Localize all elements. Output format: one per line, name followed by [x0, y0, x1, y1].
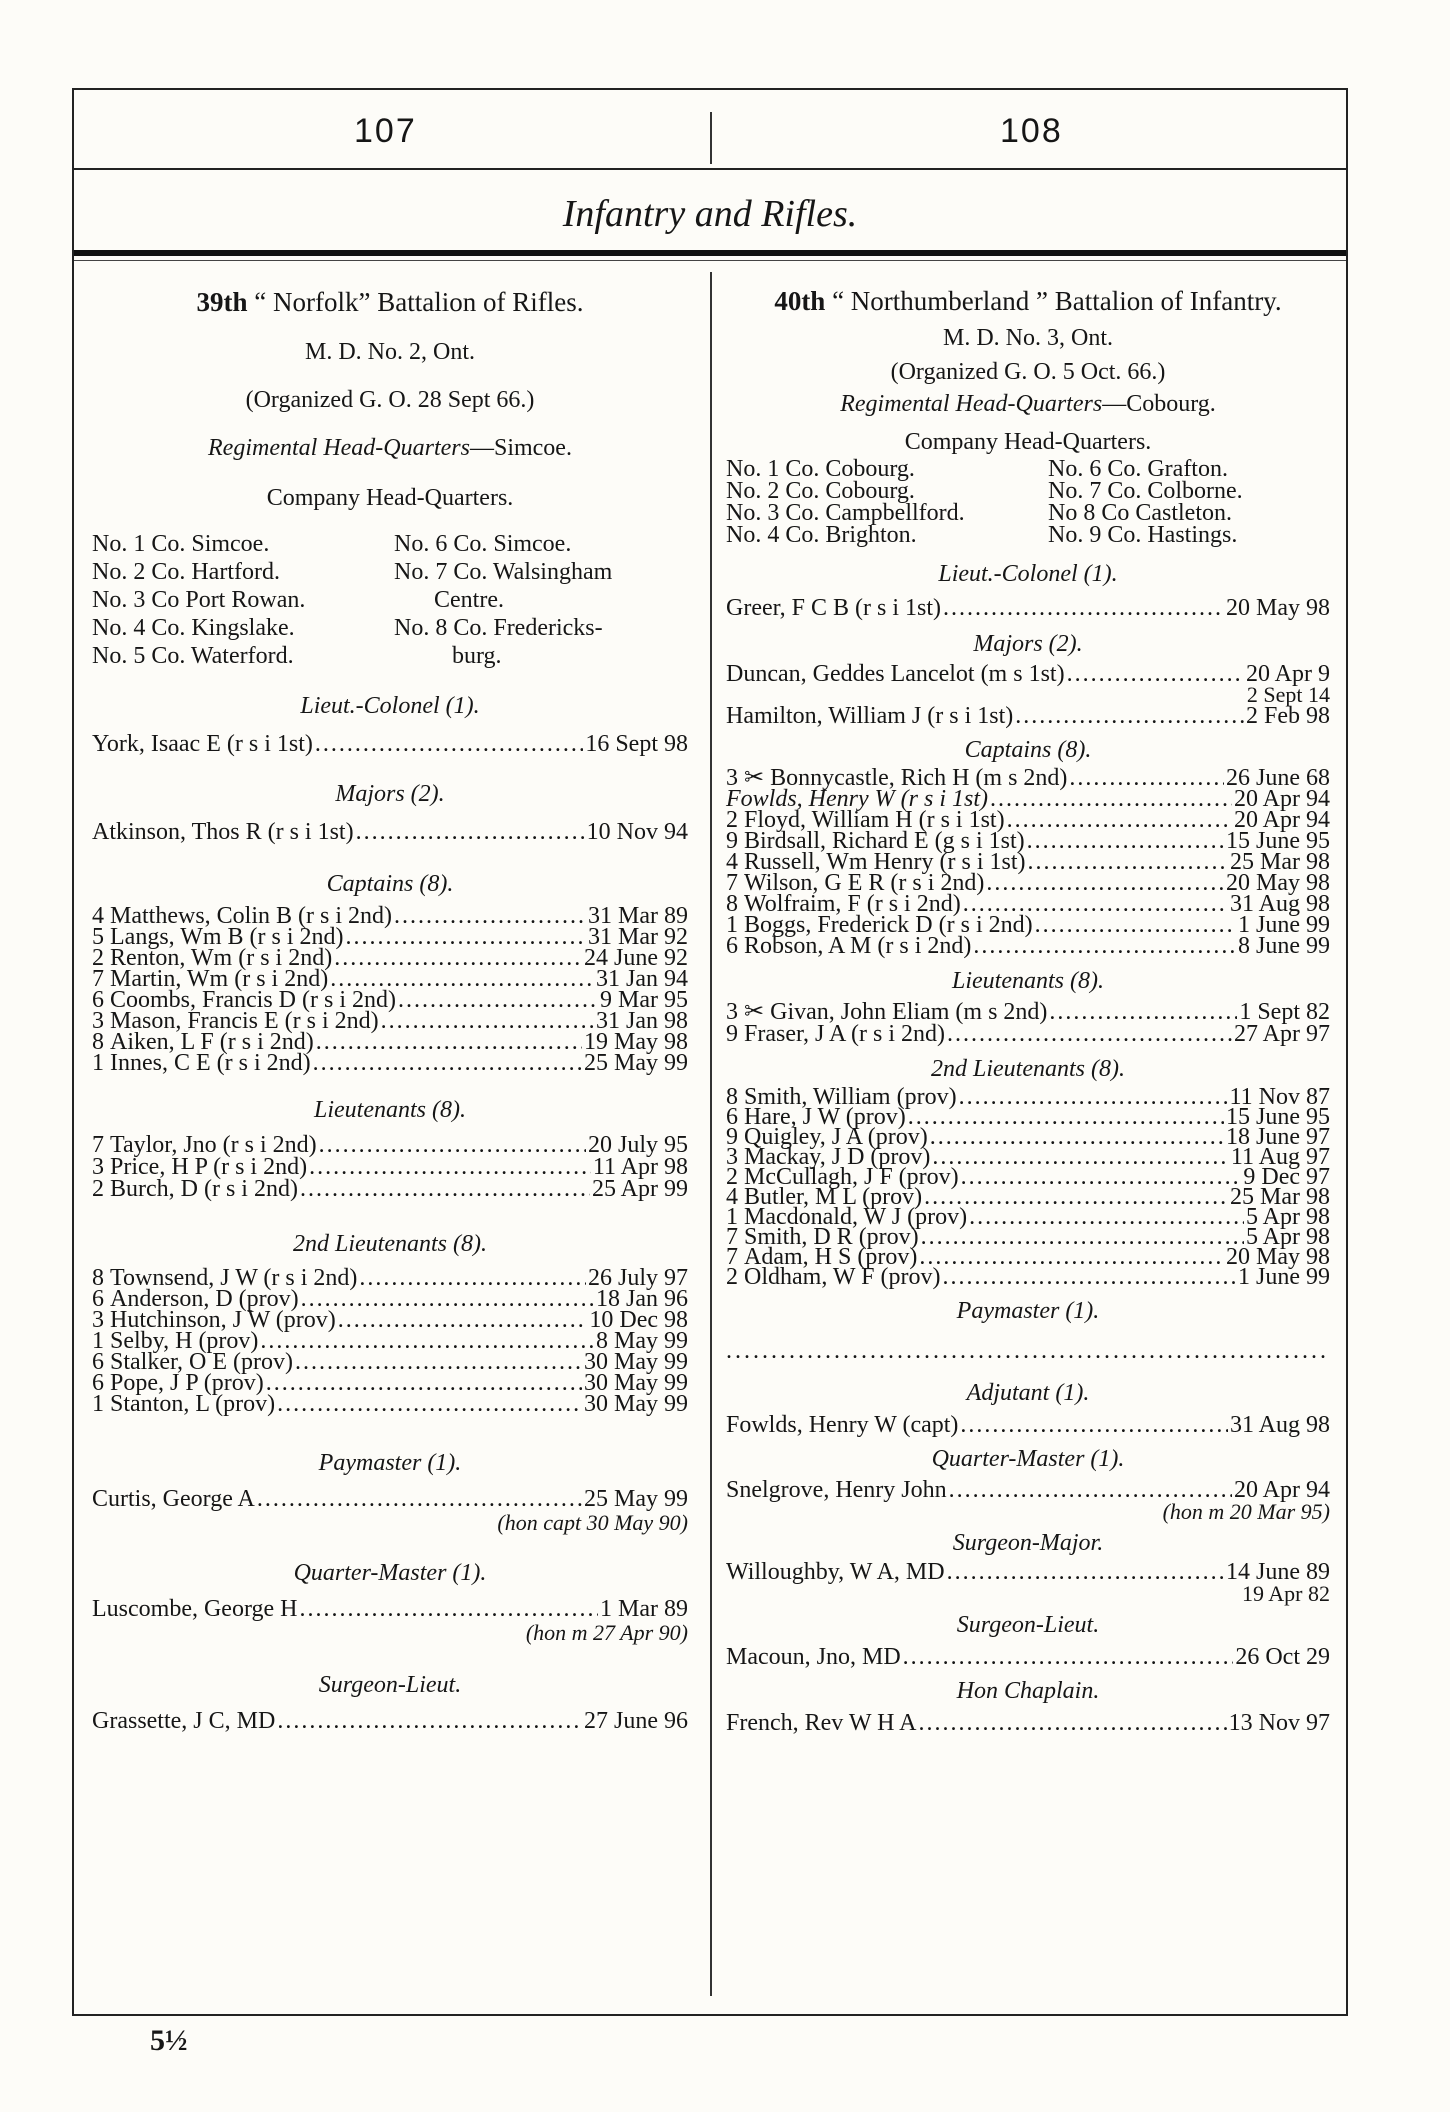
right-column — [726, 286, 1330, 1737]
officer-row — [726, 1643, 1330, 1671]
company-number: 8 — [726, 1084, 738, 1110]
company-entry: Centre. — [434, 587, 504, 613]
company-number: 7 — [92, 966, 104, 992]
officer-row — [92, 1487, 688, 1511]
company-number: 2 — [726, 807, 738, 833]
company-entry: No. 7 Co. Colborne. — [1048, 478, 1243, 504]
battalion-number: 39th — [196, 287, 248, 317]
officer-date: 27 June 96 — [584, 1708, 688, 1734]
organized-note: (Organized G. O. 5 Oct. 66.) — [890, 359, 1166, 385]
officer-name: Greer, F C B (r s i 1st) — [726, 595, 942, 621]
officer-name: Anderson, D (prov) — [110, 1286, 299, 1312]
officer-date: 30 May 99 — [584, 1349, 688, 1375]
company-entry: No. 6 Co. Grafton. — [1048, 456, 1228, 482]
lieutenants-heading: Lieutenants (8). — [314, 1097, 466, 1123]
company-number: 6 — [92, 1349, 104, 1375]
officer-row — [726, 1709, 1330, 1737]
majors-list — [92, 818, 688, 846]
officer-row — [726, 933, 1330, 959]
organized-note: (Organized G. O. 28 Sept 66.) — [245, 387, 535, 413]
company-entry: No. 9 Co. Hastings. — [1048, 522, 1238, 548]
officer-date: 11 Apr 98 — [592, 1154, 688, 1180]
lieutenants-list — [726, 1001, 1330, 1045]
officer-row — [92, 1597, 688, 1621]
officer-name: Mackay, J D (prov) — [744, 1144, 931, 1170]
paymaster-heading: Paymaster (1). — [956, 1298, 1100, 1324]
right-page-number: 108 — [1000, 112, 1063, 150]
officer-date: 15 June 95 — [1226, 828, 1330, 854]
officer-date: 24 June 92 — [584, 945, 688, 971]
lt-colonel-heading: Lieut.-Colonel (1). — [938, 561, 1118, 587]
surgeon-entry — [726, 1643, 1330, 1671]
officer-date: 11 Nov 87 — [1229, 1084, 1330, 1110]
regimental-hq — [726, 390, 1330, 418]
company-entry: No. 3 Co. Campbellford. — [726, 500, 965, 526]
company-list — [726, 458, 1330, 546]
company-number: 7 — [726, 1244, 738, 1270]
officer-name: Price, H P (r s i 2nd) — [110, 1154, 308, 1180]
officer-row — [726, 1411, 1330, 1439]
officer-date: 26 July 97 — [587, 1265, 688, 1291]
company-number: 1 — [92, 1328, 104, 1354]
officer-date: 20 May 98 — [1226, 870, 1330, 896]
officer-row — [726, 594, 1330, 622]
officer-name: Floyd, William H (r s i 1st) — [744, 807, 1005, 833]
quartermaster-entry — [726, 1479, 1330, 1523]
officer-date: 25 May 99 — [584, 1486, 688, 1512]
chaplain-entry — [726, 1709, 1330, 1737]
officer-row — [92, 1391, 688, 1417]
officer-date: 16 Sept 98 — [585, 731, 688, 757]
company-number: 4 — [726, 1184, 738, 1210]
officer-name: Fraser, J A (r s i 2nd) — [744, 1021, 946, 1047]
officer-date: 15 June 95 — [1226, 1104, 1330, 1130]
company-entry: No. 5 Co. Waterford. — [92, 643, 294, 669]
battalion-name: “ Northumberland ” Battalion of Infantry. — [832, 286, 1282, 316]
officer-name: Wilson, G E R (r s i 2nd) — [744, 870, 985, 896]
officer-date: 31 Mar 89 — [588, 903, 688, 929]
company-number: 9 — [726, 1021, 738, 1047]
regimental-hq — [92, 434, 688, 462]
officer-date: 31 Jan 98 — [596, 1008, 688, 1034]
officer-date: 13 Nov 97 — [1228, 1710, 1330, 1736]
company-number: 3 ✂ — [726, 765, 765, 791]
officer-date: 20 May 98 — [1226, 595, 1330, 621]
officer-date: 2 Feb 98 — [1246, 703, 1330, 729]
company-number: 3 — [92, 1307, 104, 1333]
page-number-divider — [710, 112, 712, 164]
company-entry: No. 4 Co. Brighton. — [726, 522, 917, 548]
second-lieutenants-heading: 2nd Lieutenants (8). — [293, 1231, 487, 1257]
officer-name: Matthews, Colin B (r s i 2nd) — [110, 903, 392, 929]
surgeon-major-entry — [726, 1561, 1330, 1605]
company-number: 8 — [92, 1265, 104, 1291]
company-entry: No. 2 Co. Hartford. — [92, 559, 280, 585]
officer-name: Hutchinson, J W (prov) — [110, 1307, 336, 1333]
officer-date: 1 June 99 — [1238, 1264, 1330, 1290]
officer-name: Pope, J P (prov) — [110, 1370, 264, 1396]
officer-date: 20 Apr 94 — [1234, 807, 1330, 833]
officer-name: Macdonald, W J (prov) — [744, 1204, 968, 1230]
honorary-note: (hon capt 30 May 90) — [497, 1510, 688, 1535]
quartermaster-heading: Quarter-Master (1). — [293, 1560, 487, 1586]
captains-heading: Captains (8). — [964, 737, 1092, 763]
officer-date: 1 Mar 89 — [600, 1596, 688, 1622]
company-number: 7 — [726, 870, 738, 896]
honorary-note: (hon m 27 Apr 90) — [525, 1620, 688, 1645]
chaplain-heading: Hon Chaplain. — [956, 1678, 1100, 1704]
military-district: M. D. No. 2, Ont. — [304, 339, 475, 365]
surgeon-heading: Surgeon-Lieut. — [956, 1612, 1100, 1638]
section-title: Infantry and Rifles. — [562, 193, 858, 235]
officer-date: 27 Apr 97 — [1234, 1021, 1330, 1047]
officer-name: Langs, Wm B (r s i 2nd) — [110, 924, 344, 950]
paymaster-heading: Paymaster (1). — [318, 1450, 462, 1476]
officer-name: Stanton, L (prov) — [110, 1391, 276, 1417]
officer-date: 31 Aug 98 — [1229, 1412, 1330, 1438]
officer-name: Burch, D (r s i 2nd) — [110, 1176, 298, 1202]
officer-date: 14 June 89 — [1226, 1559, 1330, 1585]
second-date-note: 2 Sept 14 — [1246, 682, 1330, 707]
military-district: M. D. No. 3, Ont. — [942, 325, 1113, 351]
company-hq-title: Company Head-Quarters. — [904, 429, 1152, 455]
company-number: 3 — [92, 1154, 104, 1180]
company-number: 1 — [92, 1050, 104, 1076]
officer-name: French, Rev W H A — [726, 1710, 917, 1736]
battalion-number: 40th — [774, 286, 826, 316]
company-number: 3 ✂ — [726, 999, 765, 1025]
officer-name: Mason, Francis E (r s i 2nd) — [110, 1008, 379, 1034]
thin-rule — [74, 260, 1346, 261]
officer-name: Butler, M L (prov) — [744, 1184, 923, 1210]
officer-date: 10 Dec 98 — [589, 1307, 688, 1333]
company-number: 4 — [726, 849, 738, 875]
officer-row — [726, 662, 1330, 686]
company-number: 1 — [726, 1204, 738, 1230]
company-number: 8 — [92, 1029, 104, 1055]
company-number: 7 — [92, 1132, 104, 1158]
lieutenants-heading: Lieutenants (8). — [952, 968, 1104, 994]
officer-row — [92, 818, 688, 846]
company-entry: burg. — [452, 643, 502, 669]
quartermaster-heading: Quarter-Master (1). — [931, 1446, 1125, 1472]
officer-name: Atkinson, Thos R (r s i 1st) — [92, 819, 354, 845]
officer-name: Renton, Wm (r s i 2nd) — [110, 945, 333, 971]
officer-row — [726, 1023, 1330, 1045]
left-column — [92, 286, 688, 1735]
company-entry: No. 2 Co. Cobourg. — [726, 478, 915, 504]
officer-name: Taylor, Jno (r s i 2nd) — [110, 1132, 317, 1158]
company-number: 2 — [726, 1264, 738, 1290]
officer-date: 31 Jan 94 — [596, 966, 688, 992]
company-entry: No. 3 Co Port Rowan. — [92, 587, 306, 613]
officer-name: Willoughby, W A, MD — [726, 1559, 945, 1585]
officer-row — [726, 1001, 1330, 1023]
company-number: 3 — [92, 1008, 104, 1034]
officer-date: 30 May 99 — [584, 1391, 688, 1417]
officer-date: 31 Aug 98 — [1229, 891, 1330, 917]
company-number: 5 — [92, 924, 104, 950]
company-number: 9 — [726, 828, 738, 854]
lieutenants-list — [92, 1134, 688, 1200]
company-entry: No. 1 Co. Cobourg. — [726, 456, 915, 482]
company-number: 6 — [726, 933, 738, 959]
officer-name: Hare, J W (prov) — [744, 1104, 906, 1130]
surgeon-entry — [92, 1707, 688, 1735]
company-number: 6 — [726, 1104, 738, 1130]
adjutant-entry — [726, 1411, 1330, 1439]
hq-label: Regimental Head-Quarters — [208, 435, 470, 461]
officer-name: Birdsall, Richard E (g s i 1st) — [744, 828, 1025, 854]
officer-date: 1 June 99 — [1238, 912, 1330, 938]
officer-name: Aiken, L F (r s i 2nd) — [110, 1029, 314, 1055]
officer-row — [92, 1050, 688, 1076]
officer-name: McCullagh, J F (prov) — [744, 1164, 959, 1190]
officer-date: 25 Mar 98 — [1230, 1184, 1330, 1210]
company-number: 6 — [92, 1286, 104, 1312]
officer-name: York, Isaac E (r s i 1st) — [92, 731, 313, 757]
officer-row — [726, 1264, 1330, 1290]
second-lieutenants-heading: 2nd Lieutenants (8). — [931, 1056, 1125, 1082]
officer-date: 25 Mar 98 — [1230, 849, 1330, 875]
officer-date: 18 Jan 96 — [596, 1286, 688, 1312]
company-number: 9 — [726, 1124, 738, 1150]
company-number: 2 — [92, 1176, 104, 1202]
officer-name: Russell, Wm Henry (r s i 1st) — [744, 849, 1026, 875]
officer-name: Snelgrove, Henry John — [726, 1477, 947, 1503]
officer-date: 8 June 99 — [1238, 933, 1330, 959]
officer-name: Luscombe, George H — [92, 1596, 298, 1622]
officer-name: Quigley, J A (prov) — [744, 1124, 928, 1150]
left-page-number: 107 — [354, 112, 417, 150]
officer-name: Townsend, J W (r s i 2nd) — [110, 1265, 358, 1291]
company-entry: No. 6 Co. Simcoe. — [394, 531, 572, 557]
captains-heading: Captains (8). — [326, 871, 454, 897]
officer-name: Innes, C E (r s i 2nd) — [110, 1050, 311, 1076]
company-number: 8 — [726, 891, 738, 917]
officer-name: Macoun, Jno, MD — [726, 1644, 901, 1670]
officer-date: 25 May 99 — [584, 1050, 688, 1076]
officer-name: Bonnycastle, Rich H (m s 2nd) — [770, 765, 1068, 791]
officer-name: Stalker, O E (prov) — [110, 1349, 293, 1375]
thick-rule — [74, 250, 1346, 256]
officer-date: 18 June 97 — [1226, 1124, 1330, 1150]
officer-name: Selby, H (prov) — [110, 1328, 259, 1354]
second-lieutenants-list — [726, 1084, 1330, 1290]
officer-name: Smith, D R (prov) — [744, 1224, 919, 1250]
company-entry: No 8 Co Castleton. — [1048, 500, 1232, 526]
officer-name: Wolfraim, F (r s i 2nd) — [744, 891, 961, 917]
officer-date: 5 Apr 98 — [1246, 1224, 1330, 1250]
officer-name: Givan, John Eliam (m s 2nd) — [770, 999, 1048, 1025]
officer-date: 19 May 98 — [584, 1029, 688, 1055]
officer-date: 20 July 95 — [587, 1132, 688, 1158]
officer-name: Grassette, J C, MD — [92, 1708, 276, 1734]
company-number: 1 — [92, 1391, 104, 1417]
officer-name: Adam, H S (prov) — [744, 1244, 918, 1270]
officer-name: Duncan, Geddes Lancelot (m s 1st) — [726, 661, 1065, 687]
honorary-note: (hon m 20 Mar 95) — [1162, 1499, 1330, 1524]
hq-place: —Simcoe. — [469, 435, 572, 461]
officer-row — [92, 1156, 688, 1178]
second-date-note: 19 Apr 82 — [1242, 1581, 1330, 1606]
company-entry: No. 7 Co. Walsingham — [394, 559, 613, 585]
officer-date: 11 Aug 97 — [1230, 1144, 1330, 1170]
officer-date: 1 Sept 82 — [1239, 999, 1330, 1025]
company-number: 4 — [92, 903, 104, 929]
second-lieutenants-list — [92, 1265, 688, 1417]
officer-row — [92, 1178, 688, 1200]
majors-list — [726, 662, 1330, 728]
company-entry: No. 8 Co. Fredericks- — [394, 615, 603, 641]
battalion-name: “ Norfolk” Battalion of Rifles. — [254, 287, 584, 317]
officer-date: 30 May 99 — [584, 1370, 688, 1396]
company-number: 3 — [726, 1144, 738, 1170]
lt-colonel-heading: Lieut.-Colonel (1). — [300, 693, 480, 719]
company-number: 6 — [92, 987, 104, 1013]
officer-name: Oldham, W F (prov) — [744, 1264, 941, 1290]
officer-date: 25 Apr 99 — [592, 1176, 688, 1202]
company-number: 6 — [92, 1370, 104, 1396]
officer-date: 20 Apr 9 — [1246, 661, 1330, 687]
officer-date: 9 Mar 95 — [600, 987, 688, 1013]
officer-name: Coombs, Francis D (r s i 2nd) — [110, 987, 396, 1013]
lt-colonel-list — [92, 730, 688, 758]
officer-row — [92, 1707, 688, 1735]
officer-date: 5 Apr 98 — [1246, 1204, 1330, 1230]
column-divider — [710, 272, 712, 1996]
officer-name: Fowlds, Henry W (r s i 1st) — [726, 786, 988, 812]
company-entry: No. 4 Co. Kingslake. — [92, 615, 295, 641]
battalion-title — [92, 286, 688, 318]
officer-name: Hamilton, William J (r s i 1st) — [726, 703, 1014, 729]
header-rule — [74, 168, 1346, 170]
company-list — [92, 530, 688, 670]
captains-list — [726, 765, 1330, 959]
majors-heading: Majors (2). — [973, 631, 1083, 657]
register-page — [72, 88, 1348, 2016]
officer-date: 9 Dec 97 — [1243, 1164, 1330, 1190]
folio-mark: 5½ — [150, 2024, 188, 2057]
officer-date: 8 May 99 — [596, 1328, 688, 1354]
company-number: 1 — [726, 912, 738, 938]
officer-date: 26 Oct 29 — [1235, 1644, 1330, 1670]
officer-date: 10 Nov 94 — [586, 819, 688, 845]
adjutant-heading: Adjutant (1). — [966, 1380, 1090, 1406]
officer-row — [726, 1479, 1330, 1501]
officer-date: 26 June 68 — [1226, 765, 1330, 791]
majors-heading: Majors (2). — [335, 781, 445, 807]
officer-row — [92, 730, 688, 758]
officer-name: Robson, A M (r s i 2nd) — [744, 933, 972, 959]
company-number: 2 — [726, 1164, 738, 1190]
surgeon-major-heading: Surgeon-Major. — [952, 1530, 1104, 1556]
officer-name: Martin, Wm (r s i 2nd) — [110, 966, 329, 992]
company-number: 2 — [92, 945, 104, 971]
officer-row — [726, 1561, 1330, 1583]
company-entry: No. 1 Co. Simcoe. — [92, 531, 270, 557]
officer-row — [92, 1134, 688, 1156]
company-number: 7 — [726, 1224, 738, 1250]
hq-place: —Cobourg. — [1102, 391, 1216, 417]
captains-list — [92, 903, 688, 1076]
lt-colonel-list — [726, 594, 1330, 622]
officer-name: Smith, William (prov) — [744, 1084, 957, 1110]
officer-date: 20 Apr 94 — [1234, 1477, 1330, 1503]
paymaster-entry — [92, 1487, 688, 1535]
quartermaster-entry — [92, 1597, 688, 1645]
battalion-title — [726, 286, 1330, 316]
hq-label: Regimental Head-Quarters — [840, 391, 1103, 417]
officer-row — [726, 704, 1330, 728]
company-hq-title: Company Head-Quarters. — [266, 485, 514, 511]
officer-name: Boggs, Frederick D (r s i 2nd) — [744, 912, 1033, 938]
officer-name: Fowlds, Henry W (capt) — [726, 1412, 959, 1438]
officer-name: Curtis, George A — [92, 1486, 255, 1512]
officer-date: 31 Mar 92 — [588, 924, 688, 950]
officer-date: 20 May 98 — [1226, 1244, 1330, 1270]
paymaster-vacant-line — [726, 1337, 1330, 1365]
officer-date: 20 Apr 94 — [1234, 786, 1330, 812]
surgeon-heading: Surgeon-Lieut. — [318, 1672, 462, 1698]
